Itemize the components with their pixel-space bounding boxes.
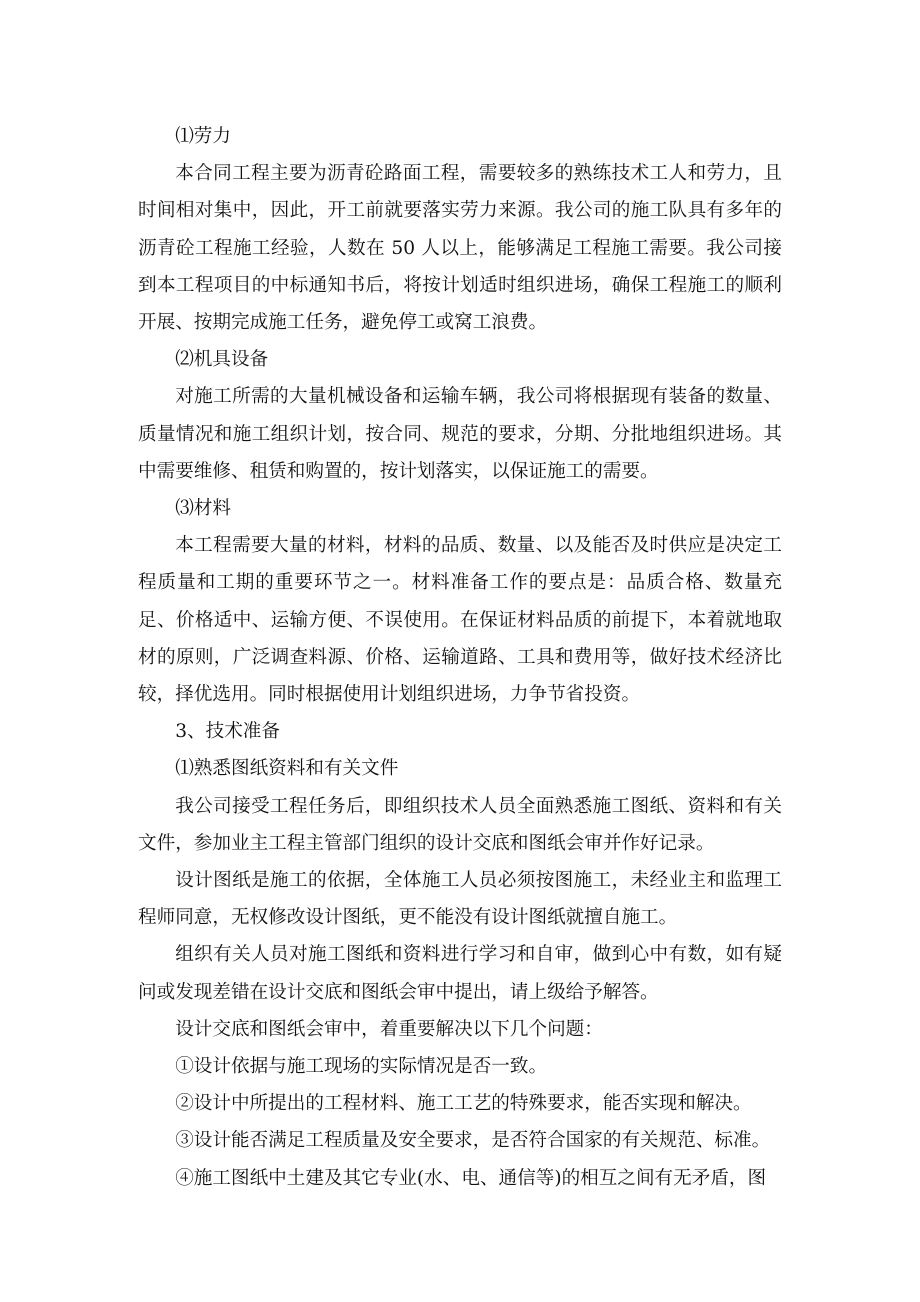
section-heading-technical-preparation: 3、技术准备 <box>175 721 280 743</box>
subheading-drawings: ⑴熟悉图纸资料和有关文件 <box>175 758 399 780</box>
paragraph-drawings-familiarization: 我公司接受工程任务后，即组织技术人员全面熟悉施工图纸、资料和有关文件，参加业主工程主管部门组织的设计交底和图纸会审并作好记录。 <box>138 795 782 854</box>
paragraph-materials: 本工程需要大量的材料，材料的品质、数量、以及能否及时供应是决定工程质量和工期的重要环节之一。材料准备工作的要点是：品质合格、数量充足、价格适中、运输方便、不误使用。在保证材料品质的前提下，本着就地取材的原则，广泛调查料源、价格、运输道路、工具和费用等，做好技术经济比较，择优选用。同时根据使用计划组织进场，力争节省投资。 <box>138 535 782 706</box>
list-item-4: ④施工图纸中土建及其它专业(水、电、通信等)的相互之间有无矛盾，图 <box>175 1167 767 1189</box>
paragraph-drawings-basis: 设计图纸是施工的依据，全体施工人员必须按图施工，未经业主和监理工程师同意，无权修改设计图纸，更不能没有设计图纸就擅自施工。 <box>138 870 782 929</box>
list-item-3: ③设计能否满足工程质量及安全要求，是否符合国家的有关规范、标准。 <box>175 1130 771 1152</box>
subheading-labor: ⑴劳力 <box>175 126 231 147</box>
subheading-equipment: ⑵机具设备 <box>175 349 269 371</box>
list-item-2: ②设计中所提出的工程材料、施工工艺的特殊要求，能否实现和解决。 <box>175 1093 752 1115</box>
document-body <box>138 118 782 1197</box>
subheading-materials: ⑶材料 <box>175 498 231 520</box>
paragraph-equipment: 对施工所需的大量机械设备和运输车辆，我公司将根据现有装备的数量、质量情况和施工组织计划，按合同、规范的要求，分期、分批地组织进场。其中需要维修、租赁和购置的，按计划落实，以保证施工的需要。 <box>138 386 782 482</box>
paragraph-review-issues-intro: 设计交底和图纸会审中，着重要解决以下几个问题： <box>175 1018 603 1040</box>
paragraph-drawings-review: 组织有关人员对施工图纸和资料进行学习和自审，做到心中有数，如有疑问或发现差错在设计交底和图纸会审中提出，请上级给予解答。 <box>138 944 782 1003</box>
list-item-1: ①设计依据与施工现场的实际情况是否一致。 <box>175 1056 548 1078</box>
paragraph-labor: 本合同工程主要为沥青砼路面工程，需要较多的熟练技术工人和劳力，且时间相对集中，因此，开工前就要落实劳力来源。我公司的施工队具有多年的沥青砼工程施工经验，人数在 50 人以上，能够满足工程施工需要。我公司接到本工程项目的中标通知书后，将按计划适时组织进场，确保工程施工的顺利开展、按期完成施工任务，避免停工或窝工浪费。 <box>138 163 782 334</box>
